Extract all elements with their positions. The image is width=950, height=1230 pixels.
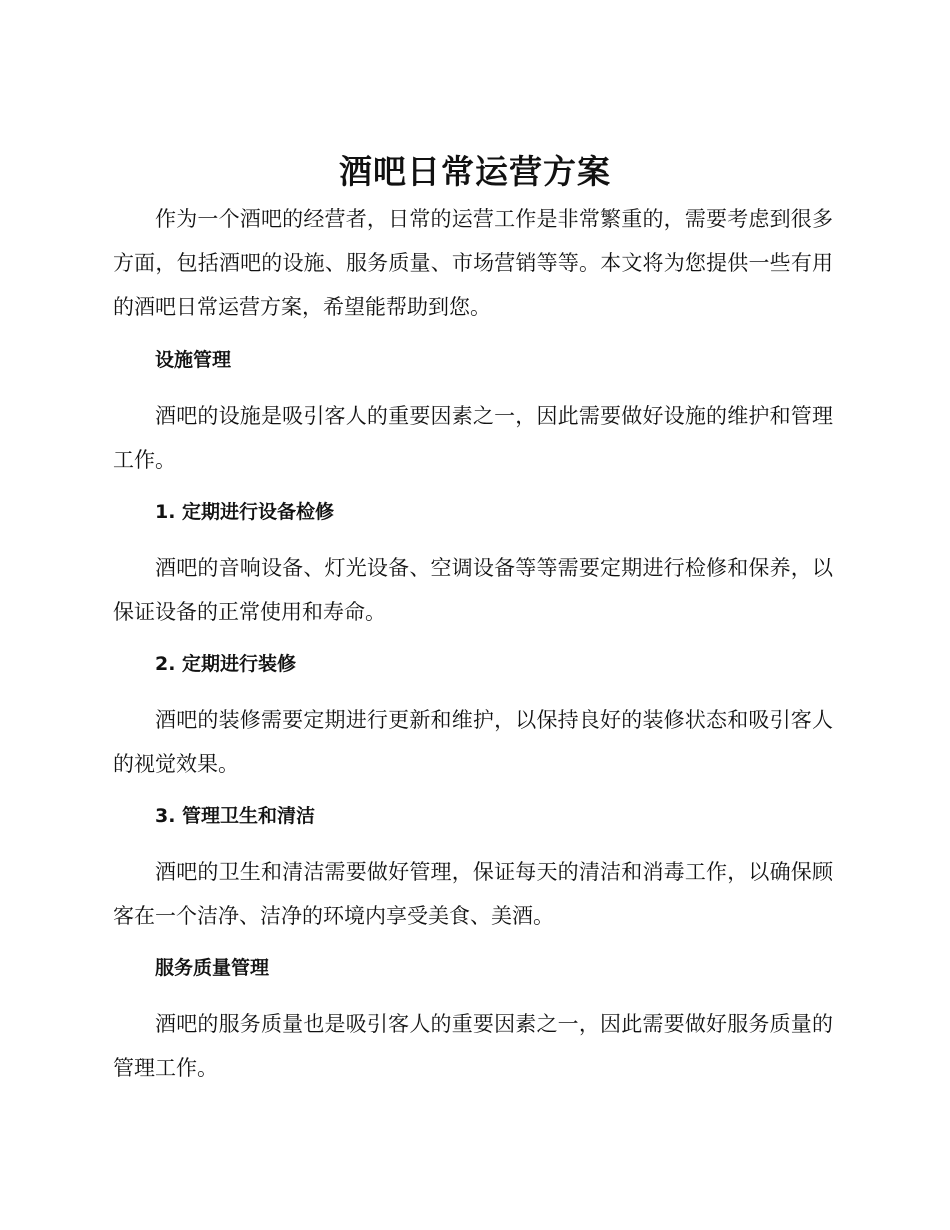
section-body-hygiene: 酒吧的卫生和清洁需要做好管理，保证每天的清洁和消毒工作，以确保顾客在一个洁净、洁净的环境内享受美食、美酒。 (113, 860, 833, 928)
section-heading-service: 服务质量管理 (155, 957, 270, 979)
section-heading-hygiene: 3. 管理卫生和清洁 (155, 805, 316, 827)
section-body-equipment: 酒吧的音响设备、灯光设备、空调设备等等需要定期进行检修和保养，以保证设备的正常使用和寿命。 (113, 556, 833, 624)
section-body-facility: 酒吧的设施是吸引客人的重要因素之一，因此需要做好设施的维护和管理工作。 (113, 404, 833, 472)
intro-paragraph: 作为一个酒吧的经营者，日常的运营工作是非常繁重的，需要考虑到很多方面，包括酒吧的设施、服务质量、市场营销等等。本文将为您提供一些有用的酒吧日常运营方案，希望能帮助到您。 (113, 207, 833, 319)
section-body-renovation: 酒吧的装修需要定期进行更新和维护，以保持良好的装修状态和吸引客人的视觉效果。 (113, 708, 833, 776)
document-title: 酒吧日常运营方案 (339, 152, 611, 191)
section-heading-equipment: 1. 定期进行设备检修 (155, 501, 335, 523)
section-heading-facility: 设施管理 (155, 349, 232, 371)
section-body-service: 酒吧的服务质量也是吸引客人的重要因素之一，因此需要做好服务质量的管理工作。 (113, 1012, 833, 1080)
section-heading-renovation: 2. 定期进行装修 (155, 653, 297, 675)
